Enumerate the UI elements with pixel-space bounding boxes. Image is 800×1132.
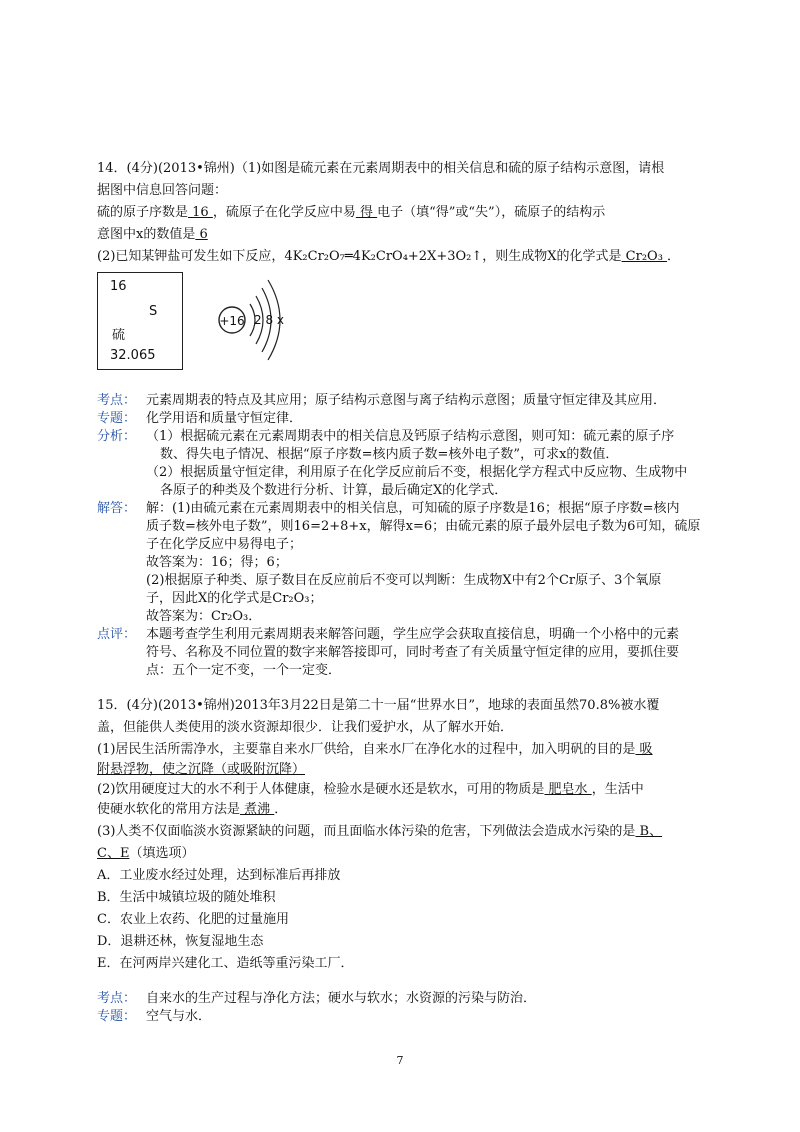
- q15-line5: [97, 781, 644, 799]
- element-symbol: S: [149, 304, 158, 319]
- zhuanti-text: 化学用语和质量守恒定律．: [146, 411, 303, 426]
- jieda-line: 故答案为：Cr₂O₃．: [146, 609, 262, 624]
- atomic-number: 16: [110, 279, 127, 294]
- page-number: 7: [396, 1054, 404, 1067]
- option-b: B．生活中城镇垃圾的随处堆积: [97, 890, 276, 905]
- fenxi-line: （1）根据硫元素在元素周期表中的相关信息及钙原子结构示意图，则可知：硫元素的原子序: [146, 429, 675, 444]
- nucleus-charge: +16: [219, 314, 245, 328]
- q14-text: ，硫原子在化学反应中易: [212, 205, 356, 220]
- q15-text: 使硬水软化的常用方法是: [97, 802, 241, 817]
- q15-answer-4b: C、E: [97, 846, 130, 861]
- q14-text: 硫的原子序数是: [97, 205, 189, 220]
- q14-text: ．: [667, 249, 681, 264]
- electron-shells: 2 8 x: [254, 313, 284, 327]
- q15-kaodian-label: 考点：: [97, 991, 137, 1006]
- q15-line3: [97, 741, 653, 759]
- option-e: E．在河两岸兴建化工、造纸等重污染工厂．: [97, 956, 354, 971]
- fenxi-label: 分析：: [97, 429, 137, 444]
- element-cell: [97, 272, 183, 370]
- q15-line4: [97, 761, 305, 779]
- zhuanti-label: 专题：: [97, 411, 137, 426]
- q14-equation: 4K₂Cr₂O₇═4K₂CrO₄+2X+3O₂↑: [284, 249, 483, 264]
- q15-zhuanti-text: 空气与水．: [146, 1009, 212, 1024]
- q15-line8: [97, 845, 194, 863]
- q14-line5: [97, 248, 680, 266]
- option-a: A．工业废水经过处理，达到标准后再排放: [97, 868, 341, 883]
- q14-text: 电子（填“得”或“失”），硫原子的结构示: [377, 205, 606, 220]
- jieda-line: 质子数=核外电子数”，则16=2+8+x，解得x=6；由硫元素的原子最外层电子数为6可知，硫原: [146, 519, 701, 534]
- q15-text: （填选项）: [129, 846, 195, 861]
- q15-text: ，生活中: [591, 782, 644, 797]
- q15-line6: [97, 801, 287, 819]
- fenxi-line: （2）根据质量守恒定律，利用原子在化学反应前后不变，根据化学方程式中反应物、生成物中: [146, 465, 688, 480]
- kaodian-label: 考点：: [97, 393, 137, 408]
- option-c: C．农业上农药、化肥的过量施用: [97, 912, 289, 927]
- q14-line4: [97, 226, 208, 244]
- q14-line3: [97, 204, 605, 222]
- fenxi-line: 数、得失电子情况、根据“原子序数=核内质子数=核外电子数”，可求x的数值．: [160, 447, 619, 462]
- jieda-line: (2)根据原子种类、原子数目在反应前后不变可以判断：生成物X中有2个Cr原子、3个氧原: [146, 573, 662, 588]
- jieda-line: 子，因此X的化学式是Cr₂O₃；: [146, 591, 323, 606]
- q14-text: (2)已知某钾盐可发生如下反应，: [97, 249, 285, 264]
- atom-structure-diagram: [212, 274, 302, 366]
- jieda-line: 故答案为：16；得；6；: [146, 555, 288, 570]
- kaodian-text: 元素周期表的特点及其应用；原子结构示意图与离子结构示意图；质量守恒定律及其应用．: [146, 393, 667, 408]
- dianping-line: 符号、名称及不同位置的数字来解答接即可，同时考查了有关质量守恒定律的应用，要抓住要: [146, 645, 680, 660]
- q15-answer-3: 煮沸: [240, 802, 275, 817]
- q14-answer-3: 6: [195, 227, 208, 242]
- q14-text: ，则生成物X的化学式是: [482, 249, 622, 264]
- fenxi-line: 各原子的种类及个数进行分析、计算，最后确定X的化学式．: [160, 483, 508, 498]
- q15-answer-1b: 附悬浮物，使之沉降（或吸附沉降）: [97, 762, 306, 777]
- q14-answer-4: Cr₂O₃: [621, 249, 668, 264]
- q15-answer-1a: 吸: [635, 742, 653, 757]
- q15-answer-2: 肥皂水: [544, 782, 592, 797]
- q15-answer-4a: B、: [635, 824, 663, 839]
- q15-line2: 盖，但能供人类使用的淡水资源却很少．让我们爱护水，从了解水开始．: [97, 720, 514, 735]
- q15-text: ．: [274, 802, 288, 817]
- dianping-line: 本题考查学生利用元素周期表来解答问题，学生应学会获取直接信息，明确一个小格中的元素: [146, 627, 680, 642]
- dianping-label: 点评：: [97, 627, 137, 642]
- q14-text: 意图中x的数值是: [97, 227, 196, 242]
- q15-zhuanti-label: 专题：: [97, 1009, 137, 1024]
- q15-kaodian-text: 自来水的生产过程与净化方法；硬水与软水；水资源的污染与防治．: [146, 991, 537, 1006]
- q15-line1: 15．(4分)(2013•锦州)2013年3月22日是第二十一届“世界水日”，地球的表面虽然70.8%被水覆: [97, 698, 660, 713]
- q14-line1: 14．(4分)(2013•锦州)（1)如图是硫元素在元素周期表中的相关信息和硫的原子结构示意图，请根: [97, 161, 665, 176]
- q15-line7: [97, 823, 662, 841]
- option-d: D．退耕还林，恢复湿地生态: [97, 934, 264, 949]
- dianping-line: 点：五个一定不变，一个一定变．: [146, 663, 342, 678]
- jieda-line: 子在化学反应中易得电子；: [146, 537, 303, 552]
- q14-answer-2: 得: [355, 205, 378, 220]
- atomic-mass: 32.065: [110, 348, 156, 363]
- jieda-label: 解答：: [97, 501, 137, 516]
- q14-line2: 据图中信息回答问题：: [97, 183, 228, 198]
- q15-text: (1)居民生活所需净水，主要靠自来水厂供给，自来水厂在净化水的过程中，加入明矾的目的是: [97, 742, 636, 757]
- q14-answer-1: 16: [188, 205, 213, 220]
- q15-text: (3)人类不仅面临淡水资源紧缺的问题，而且面临水体污染的危害，下列做法会造成水污染的是: [97, 824, 636, 839]
- q15-text: (2)饮用硬度过大的水不利于人体健康，检验水是硬水还是软水，可用的物质是: [97, 782, 545, 797]
- jieda-line: 解：(1)由硫元素在元素周期表中的相关信息，可知硫的原子序数是16；根据“原子序数=核内: [146, 501, 680, 516]
- element-name: 硫: [112, 328, 126, 343]
